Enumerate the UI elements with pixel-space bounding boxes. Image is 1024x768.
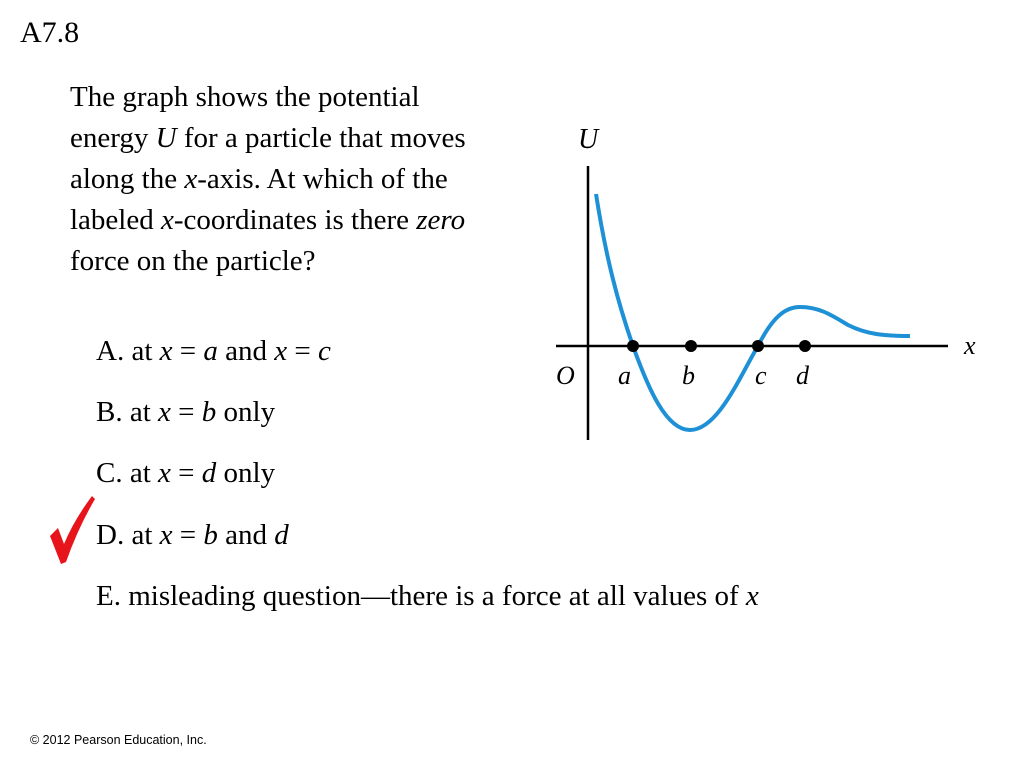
question-text-part: labeled [70, 204, 161, 236]
copyright-notice: © 2012 Pearson Education, Inc. [30, 733, 207, 747]
variable: x [158, 457, 171, 489]
question-text-part: along the [70, 163, 185, 195]
option-text: and [217, 335, 275, 367]
point-c-label: c [755, 361, 767, 390]
point-c-marker [752, 340, 764, 352]
option-text: only [216, 396, 276, 428]
emphasis-zero: zero [416, 204, 466, 236]
x-axis-label: x [964, 331, 976, 360]
question-text-part: energy [70, 122, 156, 154]
potential-energy-curve [596, 194, 910, 430]
origin-label: O [556, 361, 575, 390]
variable: b [203, 519, 218, 551]
variable: b [201, 396, 217, 428]
option-text: B. at [96, 396, 159, 428]
variable: x [159, 519, 173, 551]
option-text: = [172, 335, 204, 367]
option-e[interactable] [96, 580, 759, 613]
symbol-x: x [160, 204, 174, 236]
question-text [70, 77, 550, 282]
option-text: D. at [96, 519, 160, 551]
option-text: E. misleading question—there is a force at all values of [96, 580, 746, 612]
point-a-label: a [618, 361, 631, 390]
variable: x [159, 335, 173, 367]
variable: d [274, 519, 289, 551]
option-d[interactable] [96, 519, 289, 552]
option-text: = [172, 519, 204, 551]
checkmark-icon [46, 492, 98, 566]
option-text: A. at [96, 335, 160, 367]
option-text: = [170, 396, 202, 428]
option-text: C. at [96, 457, 159, 489]
point-d-label: d [796, 361, 809, 390]
point-b-marker [685, 340, 697, 352]
variable: a [203, 335, 218, 367]
symbol-x: x [184, 163, 198, 195]
y-axis-label: U [578, 124, 599, 155]
symbol-U: U [155, 122, 177, 154]
variable: x [274, 335, 288, 367]
option-text: only [216, 457, 276, 489]
option-b[interactable] [96, 396, 275, 429]
question-id: A7.8 [20, 16, 80, 49]
point-a-marker [627, 340, 639, 352]
option-a[interactable] [96, 335, 331, 368]
option-text: and [217, 519, 275, 551]
variable: x [158, 396, 171, 428]
option-text: = [170, 457, 202, 489]
question-text-part: for a particle that moves [176, 122, 466, 154]
variable: x [745, 580, 759, 612]
option-text: = [287, 335, 318, 367]
variable: d [201, 457, 217, 489]
potential-energy-graph [548, 118, 988, 448]
option-c[interactable] [96, 457, 275, 490]
question-text-part: -axis. At which of the [197, 163, 448, 195]
question-line: force on the particle? [70, 245, 316, 277]
question-line: The graph shows the potential [70, 81, 420, 113]
point-d-marker [799, 340, 811, 352]
point-b-label: b [682, 361, 695, 390]
variable: c [317, 335, 331, 367]
question-text-part: -coordinates is there [173, 204, 417, 236]
